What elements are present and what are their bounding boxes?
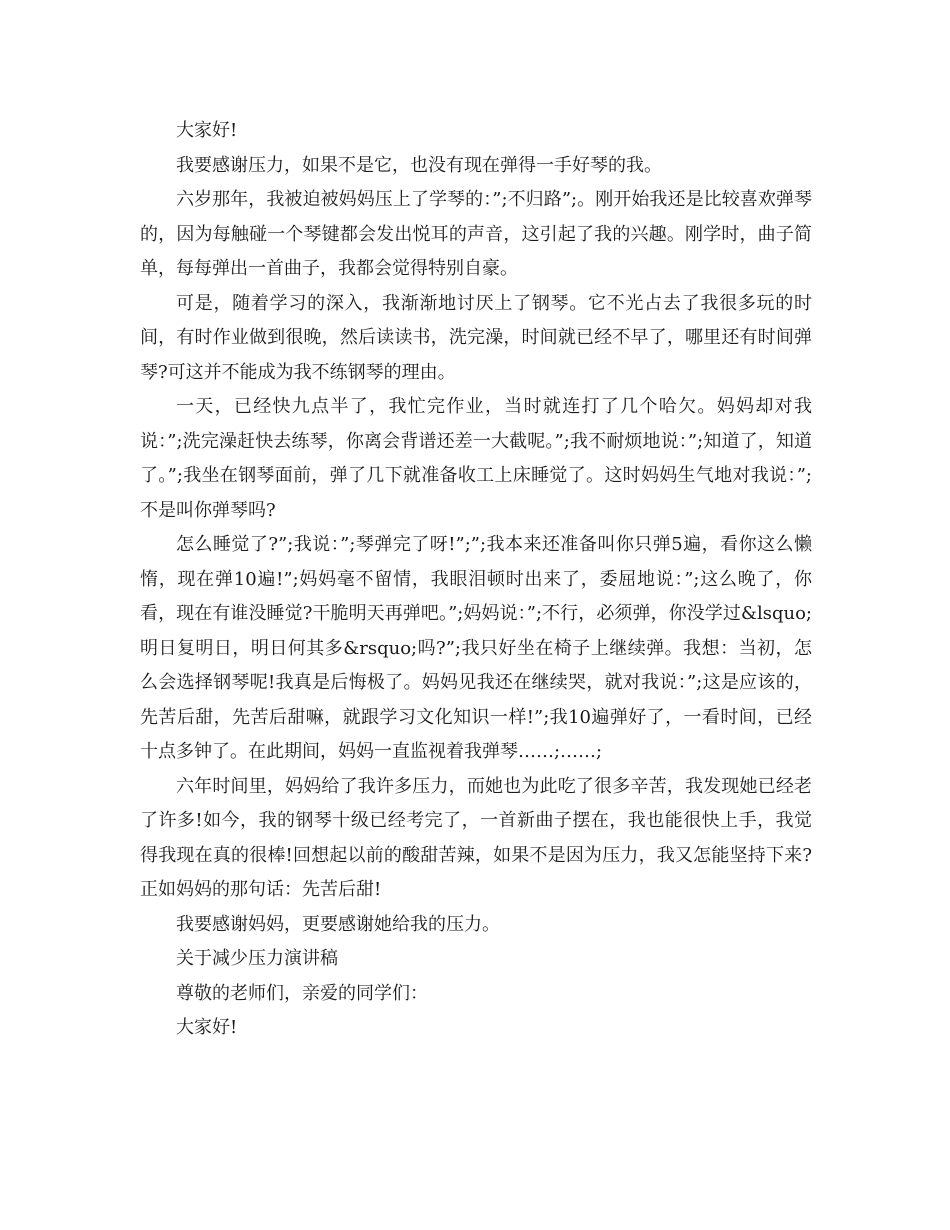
paragraph-dislike-piano: 可是，随着学习的深入，我渐渐地讨厌上了钢琴。它不光占去了我很多玩的时间，有时作业做到很晚，然后读读书，洗完澡，时间就已经不早了，哪里还有时间弹琴?可这并不能成为我不练钢琴的理由。	[140, 292, 812, 383]
paragraph-thank-mother: 我要感谢妈妈，更要感谢她给我的压力。	[176, 913, 500, 935]
section-heading: 关于减少压力演讲稿	[176, 948, 338, 969]
paragraph-greeting-2: 大家好!	[176, 1017, 238, 1038]
paragraph-salutation: 尊敬的老师们，亲爱的同学们：	[176, 982, 428, 1004]
paragraph-age-six: 六岁那年，我被迫被妈妈压上了学琴的：”;不归路”;。刚开始我还是比较喜欢弹琴的，因为每触碰一个琴键都会发出悦耳的声音，这引起了我的兴趣。刚学时，曲子简单，每每弹出一首曲子，我都会觉得特别自豪。	[140, 189, 812, 279]
paragraph-practice-dialogue: 怎么睡觉了?”;我说：”;琴弹完了呀!”;”;我本来还准备叫你只弹5遍，看你这么懒惰，现在弹10遍!”;妈妈毫不留情，我眼泪顿时出来了，委屈地说：”;这么晚了，你看，现在有谁没睡觉?干脆明天再弹吧。”;妈妈说：”;不行，必须弹，你没学过&lsquo;明日复明日，明日何其多&rsquo;吗?”;我只好坐在椅子上继续弹。我想：当初，怎么会选择钢琴呢!我真是后悔极了。妈妈见我还在继续哭，就对我说：”;这是应该的，先苦后甜，先苦后甜嘛，就跟学习文化知识一样!”;我10遍弹好了，一看时间，已经十点多钟了。在此期间，妈妈一直监视着我弹琴……;……;	[140, 534, 812, 762]
paragraph-thanks-pressure: 我要感谢压力，如果不是它，也没有现在弹得一手好琴的我。	[176, 154, 662, 176]
document-body	[140, 114, 812, 1046]
paragraph-one-day: 一天，已经快九点半了，我忙完作业，当时就连打了几个哈欠。妈妈却对我说：”;洗完澡赶快去练琴，你离会背谱还差一大截呢。”;我不耐烦地说：”;知道了，知道了。”;我坐在钢琴面前，弹了几下就准备收工上床睡觉了。这时妈妈生气地对我说：”;不是叫你弹琴吗?	[140, 396, 812, 521]
paragraph-six-years: 六年时间里，妈妈给了我许多压力，而她也为此吃了很多辛苦，我发现她已经老了许多!如今，我的钢琴十级已经考完了，一首新曲子摆在，我也能很快上手，我觉得我现在真的很棒!回想起以前的酸甜苦辣，如果不是因为压力，我又怎能坚持下来?正如妈妈的那句话：先苦后甜!	[140, 775, 812, 900]
paragraph-greeting: 大家好!	[176, 120, 238, 141]
